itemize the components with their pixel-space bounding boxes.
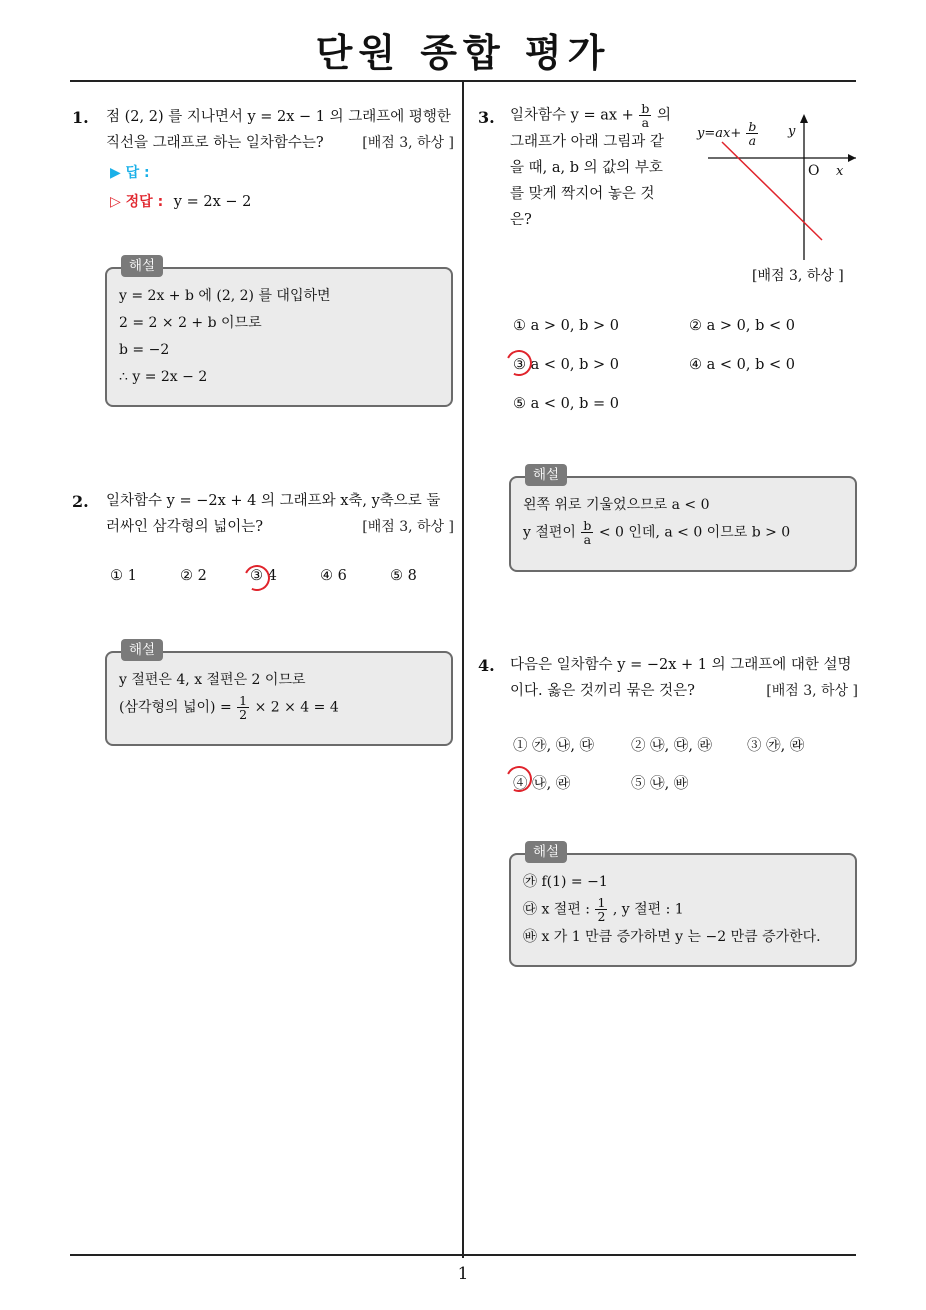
q3-line4: 를 맞게 짝지어 놓은 것 xyxy=(510,186,655,202)
q4-option-4[interactable]: ④ ㉯, ㉱ xyxy=(513,776,571,792)
q3-frac-num: b xyxy=(641,101,650,116)
q2-option-3[interactable]: ③ 4 xyxy=(250,568,277,584)
q3-line1-post: 의 xyxy=(657,107,672,124)
q3-text xyxy=(510,102,685,233)
q3-frac-den: a xyxy=(641,115,650,130)
q2-meta: [배점 3, 하상 ] xyxy=(362,519,454,535)
q2-solution-box xyxy=(105,642,453,746)
q3-graph-label xyxy=(697,120,759,147)
q4-sol-line2-pre: ㉰ x 절편 : xyxy=(523,901,591,918)
q4-sol-frac-num: 1 xyxy=(597,895,606,910)
q2-sol-frac-den: 2 xyxy=(239,707,248,722)
q2-option-2[interactable]: ② 2 xyxy=(180,568,207,584)
q2-line2: 러싸인 삼각형의 넓이는? xyxy=(106,519,264,535)
q4-line2: 이다. 옳은 것끼리 묶은 것은? xyxy=(510,683,695,699)
q3-sol-line1: 왼쪽 위로 기울었으므로 a < 0 xyxy=(523,497,710,513)
q1-number: 1. xyxy=(72,108,89,127)
q2-sol-fraction xyxy=(237,694,249,721)
q2-sol-frac-num: 1 xyxy=(239,693,248,708)
q3-option-4[interactable]: ④ a < 0, b < 0 xyxy=(689,357,795,373)
q1-answer-label: ▶ 답 : xyxy=(110,165,150,181)
q4-solution-tab: 해설 xyxy=(525,841,567,863)
q4-sol-frac-den: 2 xyxy=(597,909,606,924)
q2-number: 2. xyxy=(72,492,89,511)
q4-option-2[interactable]: ② ㉯, ㉰, ㉱ xyxy=(631,738,713,754)
q3-option-3[interactable]: ③ a < 0, b > 0 xyxy=(513,357,619,373)
q4-option-1[interactable]: ① ㉮, ㉯, ㉰ xyxy=(513,738,595,754)
q3-graph-x-label: x xyxy=(836,164,844,179)
bottom-divider xyxy=(70,1254,856,1256)
q1-sol-line3: b = −2 xyxy=(119,342,170,358)
q1-correct-row xyxy=(110,191,251,211)
q2-option-1[interactable]: ① 1 xyxy=(110,568,137,584)
q3-option-1[interactable]: ① a > 0, b > 0 xyxy=(513,318,619,334)
q4-solution-box xyxy=(509,844,857,967)
x-axis-arrow-icon xyxy=(848,154,856,162)
q1-line2: 직선을 그래프로 하는 일차함수는? xyxy=(106,135,324,151)
column-divider xyxy=(462,82,464,1258)
q3-line1-pre: 일차함수 y = ax + xyxy=(510,107,634,124)
q3-line3: 을 때, a, b 의 값의 부호 xyxy=(510,160,663,176)
q4-line1: 다음은 일차함수 y = −2x + 1 의 그래프에 대한 설명 xyxy=(510,657,852,673)
y-axis-arrow-icon xyxy=(800,114,808,123)
graph-line xyxy=(722,142,822,240)
q3-graph-y-label: y xyxy=(788,124,796,139)
q3-fraction xyxy=(639,102,651,129)
q4-sol-line3: ㉳ x 가 1 만큼 증가하면 y 는 −2 만큼 증가한다. xyxy=(523,928,821,945)
page-number: 1 xyxy=(457,1264,469,1284)
q4-options xyxy=(513,734,853,794)
q3-line2: 그래프가 아래 그림과 같 xyxy=(510,134,664,150)
q1-sol-line4: ∴ y = 2x − 2 xyxy=(119,369,208,385)
q4-number: 4. xyxy=(478,656,495,675)
q3-sol-frac-den: a xyxy=(583,532,592,547)
q2-option-4[interactable]: ④ 6 xyxy=(320,568,347,584)
q3-options xyxy=(513,318,853,418)
q3-solution-tab: 해설 xyxy=(525,464,567,486)
q3-sol-fraction xyxy=(581,519,593,546)
q3-graph-origin-label: O xyxy=(808,163,820,179)
q3-option-2[interactable]: ② a > 0, b < 0 xyxy=(689,318,795,334)
q2-sol-line2-post: × 2 × 4 = 4 xyxy=(254,699,339,716)
q1-sol-line2: 2 = 2 × 2 + b 이므로 xyxy=(119,315,262,331)
q3-sol-line2-post: < 0 인데, a < 0 이므로 b > 0 xyxy=(598,524,791,541)
q2-sol-line2 xyxy=(119,694,439,722)
q3-line1 xyxy=(510,102,685,129)
q3-sol-line2 xyxy=(523,519,843,547)
q4-sol-fraction xyxy=(595,896,607,923)
q2-sol-line2-pre: (삼각형의 넓이) = xyxy=(119,699,232,716)
q1-text xyxy=(106,104,454,156)
q1-solution-tab: 해설 xyxy=(121,255,163,277)
q4-option-3[interactable]: ③ ㉮, ㉱ xyxy=(747,738,805,754)
q3-sol-line2-pre: y 절편이 xyxy=(523,524,576,541)
q1-correct-label: ▷ 정답 : xyxy=(110,194,164,210)
q1-correct-value: y = 2x − 2 xyxy=(173,194,252,210)
q3-solution-box xyxy=(509,467,857,572)
q4-sol-line1: ㉮ f(1) = −1 xyxy=(523,874,608,890)
q2-option-5[interactable]: ⑤ 8 xyxy=(390,568,417,584)
q3-option-5[interactable]: ⑤ a < 0, b = 0 xyxy=(513,396,619,412)
q4-sol-line2 xyxy=(523,896,843,924)
q2-solution-tab: 해설 xyxy=(121,639,163,661)
q4-sol-line2-post: , y 절편 : 1 xyxy=(612,901,684,918)
q3-graph-label-pre: y=ax+ xyxy=(697,126,742,141)
page-title: 단원 종합 평가 xyxy=(315,31,611,75)
q2-text xyxy=(106,488,454,540)
q3-graph-fraction xyxy=(746,120,758,147)
q4-meta: [배점 3, 하상 ] xyxy=(766,683,858,699)
q3-line5: 은? xyxy=(510,212,532,228)
q3-sol-frac-num: b xyxy=(583,518,592,533)
q2-line1: 일차함수 y = −2x + 4 의 그래프와 x축, y축으로 둘 xyxy=(106,493,441,509)
q2-options xyxy=(110,568,450,592)
q1-line1: 점 (2, 2) 를 지나면서 y = 2x − 1 의 그래프에 평행한 xyxy=(106,109,451,125)
q3-graph-frac-num: b xyxy=(748,119,757,134)
q4-option-5[interactable]: ⑤ ㉯, ㉳ xyxy=(631,776,689,792)
q3-number: 3. xyxy=(478,108,495,127)
q1-solution-box xyxy=(105,258,453,407)
q2-sol-line1: y 절편은 4, x 절편은 2 이므로 xyxy=(119,672,306,688)
q1-meta: [배점 3, 하상 ] xyxy=(362,135,454,151)
q3-meta: [배점 3, 하상 ] xyxy=(752,268,844,284)
q4-text xyxy=(510,652,858,704)
q1-sol-line1: y = 2x + b 에 (2, 2) 를 대입하면 xyxy=(119,288,331,304)
q3-graph-frac-den: a xyxy=(748,133,757,148)
